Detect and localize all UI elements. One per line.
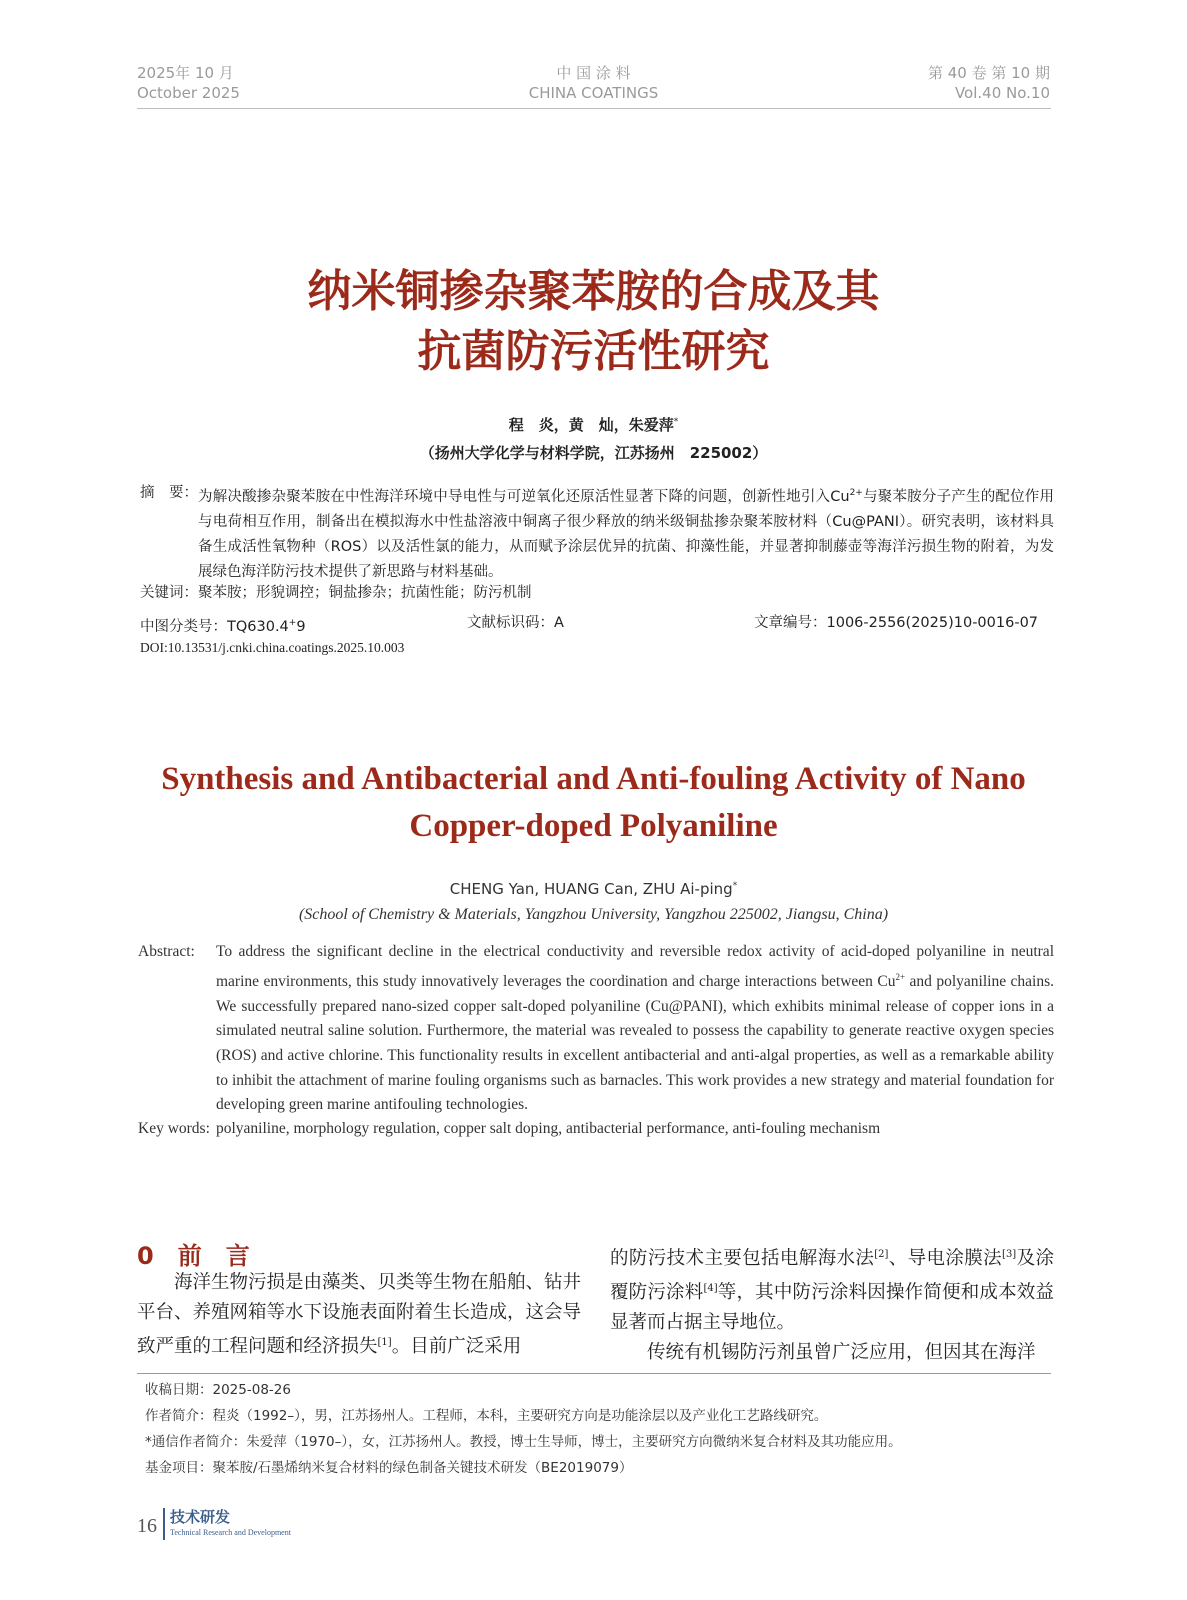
cn-clc: [140, 612, 306, 638]
header-issue-en: Vol.40 No.10: [954, 84, 1050, 102]
body-text: 的防污技术主要包括电解海水法: [610, 1248, 875, 1270]
en-abstract-label: Abstract:: [138, 943, 195, 960]
cn-abstract: [140, 481, 1054, 585]
footnote-author-bio: 作者简介：程炎（1992–），男，江苏扬州人。工程师，本科，主要研究方向是功能涂层以及产业化工艺路线研究。: [145, 1408, 828, 1424]
footer-bar: [163, 1508, 165, 1540]
en-title-line2: Copper-doped Polyaniline: [409, 808, 778, 844]
en-title: [0, 756, 1187, 850]
cn-title-line1: 纳米铜掺杂聚苯胺的合成及其: [307, 266, 880, 317]
cn-abstract-sup: 2+: [849, 488, 863, 498]
body-text: 等，其中防污涂料因操作简便和成本效益显著而占据主导地位。: [610, 1282, 1054, 1334]
footnote-divider: [137, 1373, 1051, 1374]
citation-ref: [4]: [703, 1283, 718, 1295]
en-abstract-sup: 2+: [895, 971, 906, 982]
citation-ref: [1]: [377, 1337, 392, 1348]
cn-clc-label: 中图分类号：TQ630.4: [140, 618, 289, 635]
body-paragraph: 传统有机锡防污剂虽曾广泛应用，但因其在海洋: [647, 1342, 1036, 1364]
en-keywords-label: Key words:: [138, 1120, 210, 1137]
en-abstract: [138, 940, 1054, 1118]
header-issue: [928, 63, 1050, 103]
cn-keywords: 关键词：聚苯胺；形貌调控；铜盐掺杂；抗菌性能；防污机制: [140, 585, 532, 601]
en-author-mark: *: [732, 881, 738, 891]
en-abstract-part2: and polyaniline chains. We successfully prepared nano-sized copper salt-doped polyaniline (Cu@PANI), which exhibits minimal release of copper ions in a simulated neutral saline solution. Furthermore, the material was revealed to possess the capability to generate reactive oxygen species (ROS) and active chlorine. This functionality results in excellent antibacterial and anti-algal properties, as well as a remarkable ability to inhibit the attachment of marine fouling organisms such as barnacles. This work provides a new strategy and material foundation for developing green marine antifouling technologies.: [216, 972, 1055, 1114]
cn-authors: [0, 414, 1187, 435]
citation-ref: [2]: [874, 1249, 889, 1260]
body-text: 、导电涂膜法: [888, 1248, 1003, 1270]
footnote-received: 收稿日期：2025-08-26: [145, 1382, 291, 1398]
en-affiliation: (School of Chemistry & Materials, Yangzhou University, Yangzhou 225002, Jiangsu, China): [298, 906, 889, 923]
en-authors: [0, 880, 1187, 898]
header-journal-cn: 中 国 涂 料: [556, 64, 631, 82]
en-abstract-part1: To address the significant decline in the electrical conductivity and reversible redox activity of acid-doped polyaniline in neutral marine environments, this study innovatively leverages the coordination and charge interactions between Cu: [216, 943, 1054, 990]
body-text: 海洋生物污损是由藻类、贝类等生物在船舶、钻井平台、养殖网箱等水下设施表面附着生长造成，这会导致严重的工程问题和经济损失: [137, 1272, 582, 1358]
en-keywords-text: polyaniline, morphology regulation, copper salt doping, antibacterial performance, anti-fouling mechanism: [216, 1120, 881, 1137]
body-paragraph: [610, 1240, 1054, 1338]
cn-author-mark: *: [673, 417, 679, 427]
body-paragraph: [137, 1268, 581, 1362]
header-divider: [137, 108, 1051, 109]
cn-doc-code: 文献标识码：A: [467, 615, 564, 631]
cn-affiliation: （扬州大学化学与材料学院，江苏扬州 225002）: [419, 444, 768, 462]
section-heading: 0 前 言: [137, 1242, 250, 1270]
en-title-line1: Synthesis and Antibacterial and Anti-fouling Activity of Nano: [161, 761, 1026, 797]
en-abstract-text: [216, 940, 1054, 1118]
cn-clc-tail: 9: [296, 618, 306, 635]
cn-clc-sup: +: [288, 618, 297, 628]
cn-abstract-part1: 为解决酸掺杂聚苯胺在中性海洋环境中导电性与可逆氧化还原活性显著下降的问题，创新性地引入Cu: [198, 488, 850, 505]
cn-title-line2: 抗菌防污活性研究: [417, 326, 770, 377]
footer-section-cn: 技术研发: [170, 1508, 231, 1526]
cn-abstract-part2: 与聚苯胺分子产生的配位作用与电荷相互作用，制备出在模拟海水中性盐溶液中铜离子很少释放的纳米级铜盐掺杂聚苯胺材料（Cu@PANI）。研究表明，该材料具备生成活性氧物种（ROS）以及活性氯的能力，从而赋予涂层优异的抗菌、抑藻性能，并显著抑制藤壶等海洋污损生物的附着，为发展绿色海洋防污技术提供了新思路与材料基础。: [198, 488, 1055, 580]
footnote-funding: 基金项目：聚苯胺/石墨烯纳米复合材料的绿色制备关键技术研发（BE2019079）: [145, 1460, 633, 1476]
body-text: 。目前广泛采用: [391, 1336, 522, 1358]
cn-abstract-label: 摘 要：: [140, 485, 198, 501]
header-date-cn: 2025年 10 月: [137, 64, 234, 82]
cn-abstract-text: [198, 481, 1054, 585]
header-issue-cn: 第 40 卷 第 10 期: [927, 64, 1050, 82]
cn-title: [0, 262, 1187, 382]
doi: DOI:10.13531/j.cnki.china.coatings.2025.10.003: [140, 640, 405, 655]
body-column-right: [610, 1240, 1054, 1368]
footer-section-en: Technical Research and Development: [170, 1528, 291, 1537]
citation-ref: [3]: [1002, 1249, 1017, 1260]
body-text: 及涂覆防污涂料: [610, 1248, 1054, 1304]
header-journal-en: CHINA COATINGS: [528, 84, 659, 102]
en-keywords: [138, 1118, 1054, 1140]
cn-article-no: 文章编号：1006-2556(2025)10-0016-07: [754, 615, 1039, 631]
page-number: 16: [137, 1515, 157, 1537]
body-column-left: [137, 1268, 581, 1362]
en-author-names: CHENG Yan, HUANG Can, ZHU Ai-ping: [449, 880, 733, 898]
header-date-en: October 2025: [137, 84, 240, 102]
cn-author-names: 程 炎，黄 灿，朱爱萍: [508, 416, 674, 434]
footnote-corresponding: *通信作者简介：朱爱萍（1970–），女，江苏扬州人。教授，博士生导师，博士，主要研究方向微纳米复合材料及其功能应用。: [145, 1434, 902, 1450]
